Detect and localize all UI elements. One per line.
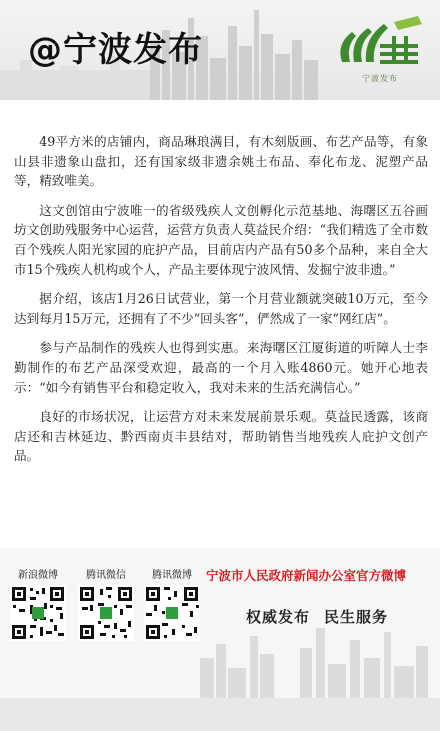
office-name: 宁波市人民政府新闻办公室官方微博 (206, 568, 407, 583)
qr-label: 新浪微博 (18, 570, 58, 581)
slogan (246, 606, 388, 627)
qr-tencent-wechat[interactable] (78, 566, 134, 641)
slogan-right: 民生服务 (324, 608, 389, 626)
qr-code-icon (10, 585, 66, 641)
qr-sina-weibo[interactable] (10, 566, 66, 641)
qr-code-icon (144, 585, 200, 641)
article-paragraph: 据介绍，该店1月26日试营业，第一个月营业额就突破10万元，至今达到每月15万元，还拥有了不少“回头客”，俨然成了一家“网红店”。 (14, 291, 428, 326)
article-paragraph: 这文创馆由宁波唯一的省级残疾人文创孵化示范基地、海曙区五谷画坊文创助残服务中心运营，运营方负责人莫益民介绍：“我们精选了全市数百个残疾人阳光家园的庇护产品，目前店内产品有50多个品种，来自全大市15个残疾人机构或个人，产品主要体现宁波风情、发掘宁波非遗。” (14, 202, 428, 277)
header-banner (0, 0, 440, 100)
footer-banner (0, 548, 440, 731)
qr-label: 腾讯微信 (86, 570, 126, 581)
article-paragraph: 49平方米的店铺内，商品琳琅满目，有木刻版画、布艺产品等，有象山县非遗象山盘扣，还有国家级非遗余姚土布品、奉化布龙、泥塑产品等，精致唯美。 (14, 134, 428, 189)
qr-tencent-weibo[interactable] (144, 566, 200, 641)
slogan-left: 权威发布 (246, 608, 311, 626)
logo-caption: 宁波发布 (362, 74, 398, 83)
brand-title: @宁波发布 (28, 30, 203, 70)
qr-label: 腾讯微博 (152, 570, 192, 581)
article-paragraph: 参与产品制作的残疾人也得到实惠。来海曙区江厦街道的听障人士李勤制作的布艺产品深受欢迎，最高的一个月入账4860元。她开心地表示：“如今有销售平台和稳定收入，我对未来的生活充满信心。” (14, 340, 428, 395)
article-paragraph: 良好的市场状况，让运营方对未来发展前景乐观。莫益民透露，该商店还和吉林延边、黔西南贞丰县结对，帮助销售当地残疾人庇护文创产品。 (14, 409, 428, 464)
qr-code-icon (78, 585, 134, 641)
article-body (14, 132, 428, 476)
